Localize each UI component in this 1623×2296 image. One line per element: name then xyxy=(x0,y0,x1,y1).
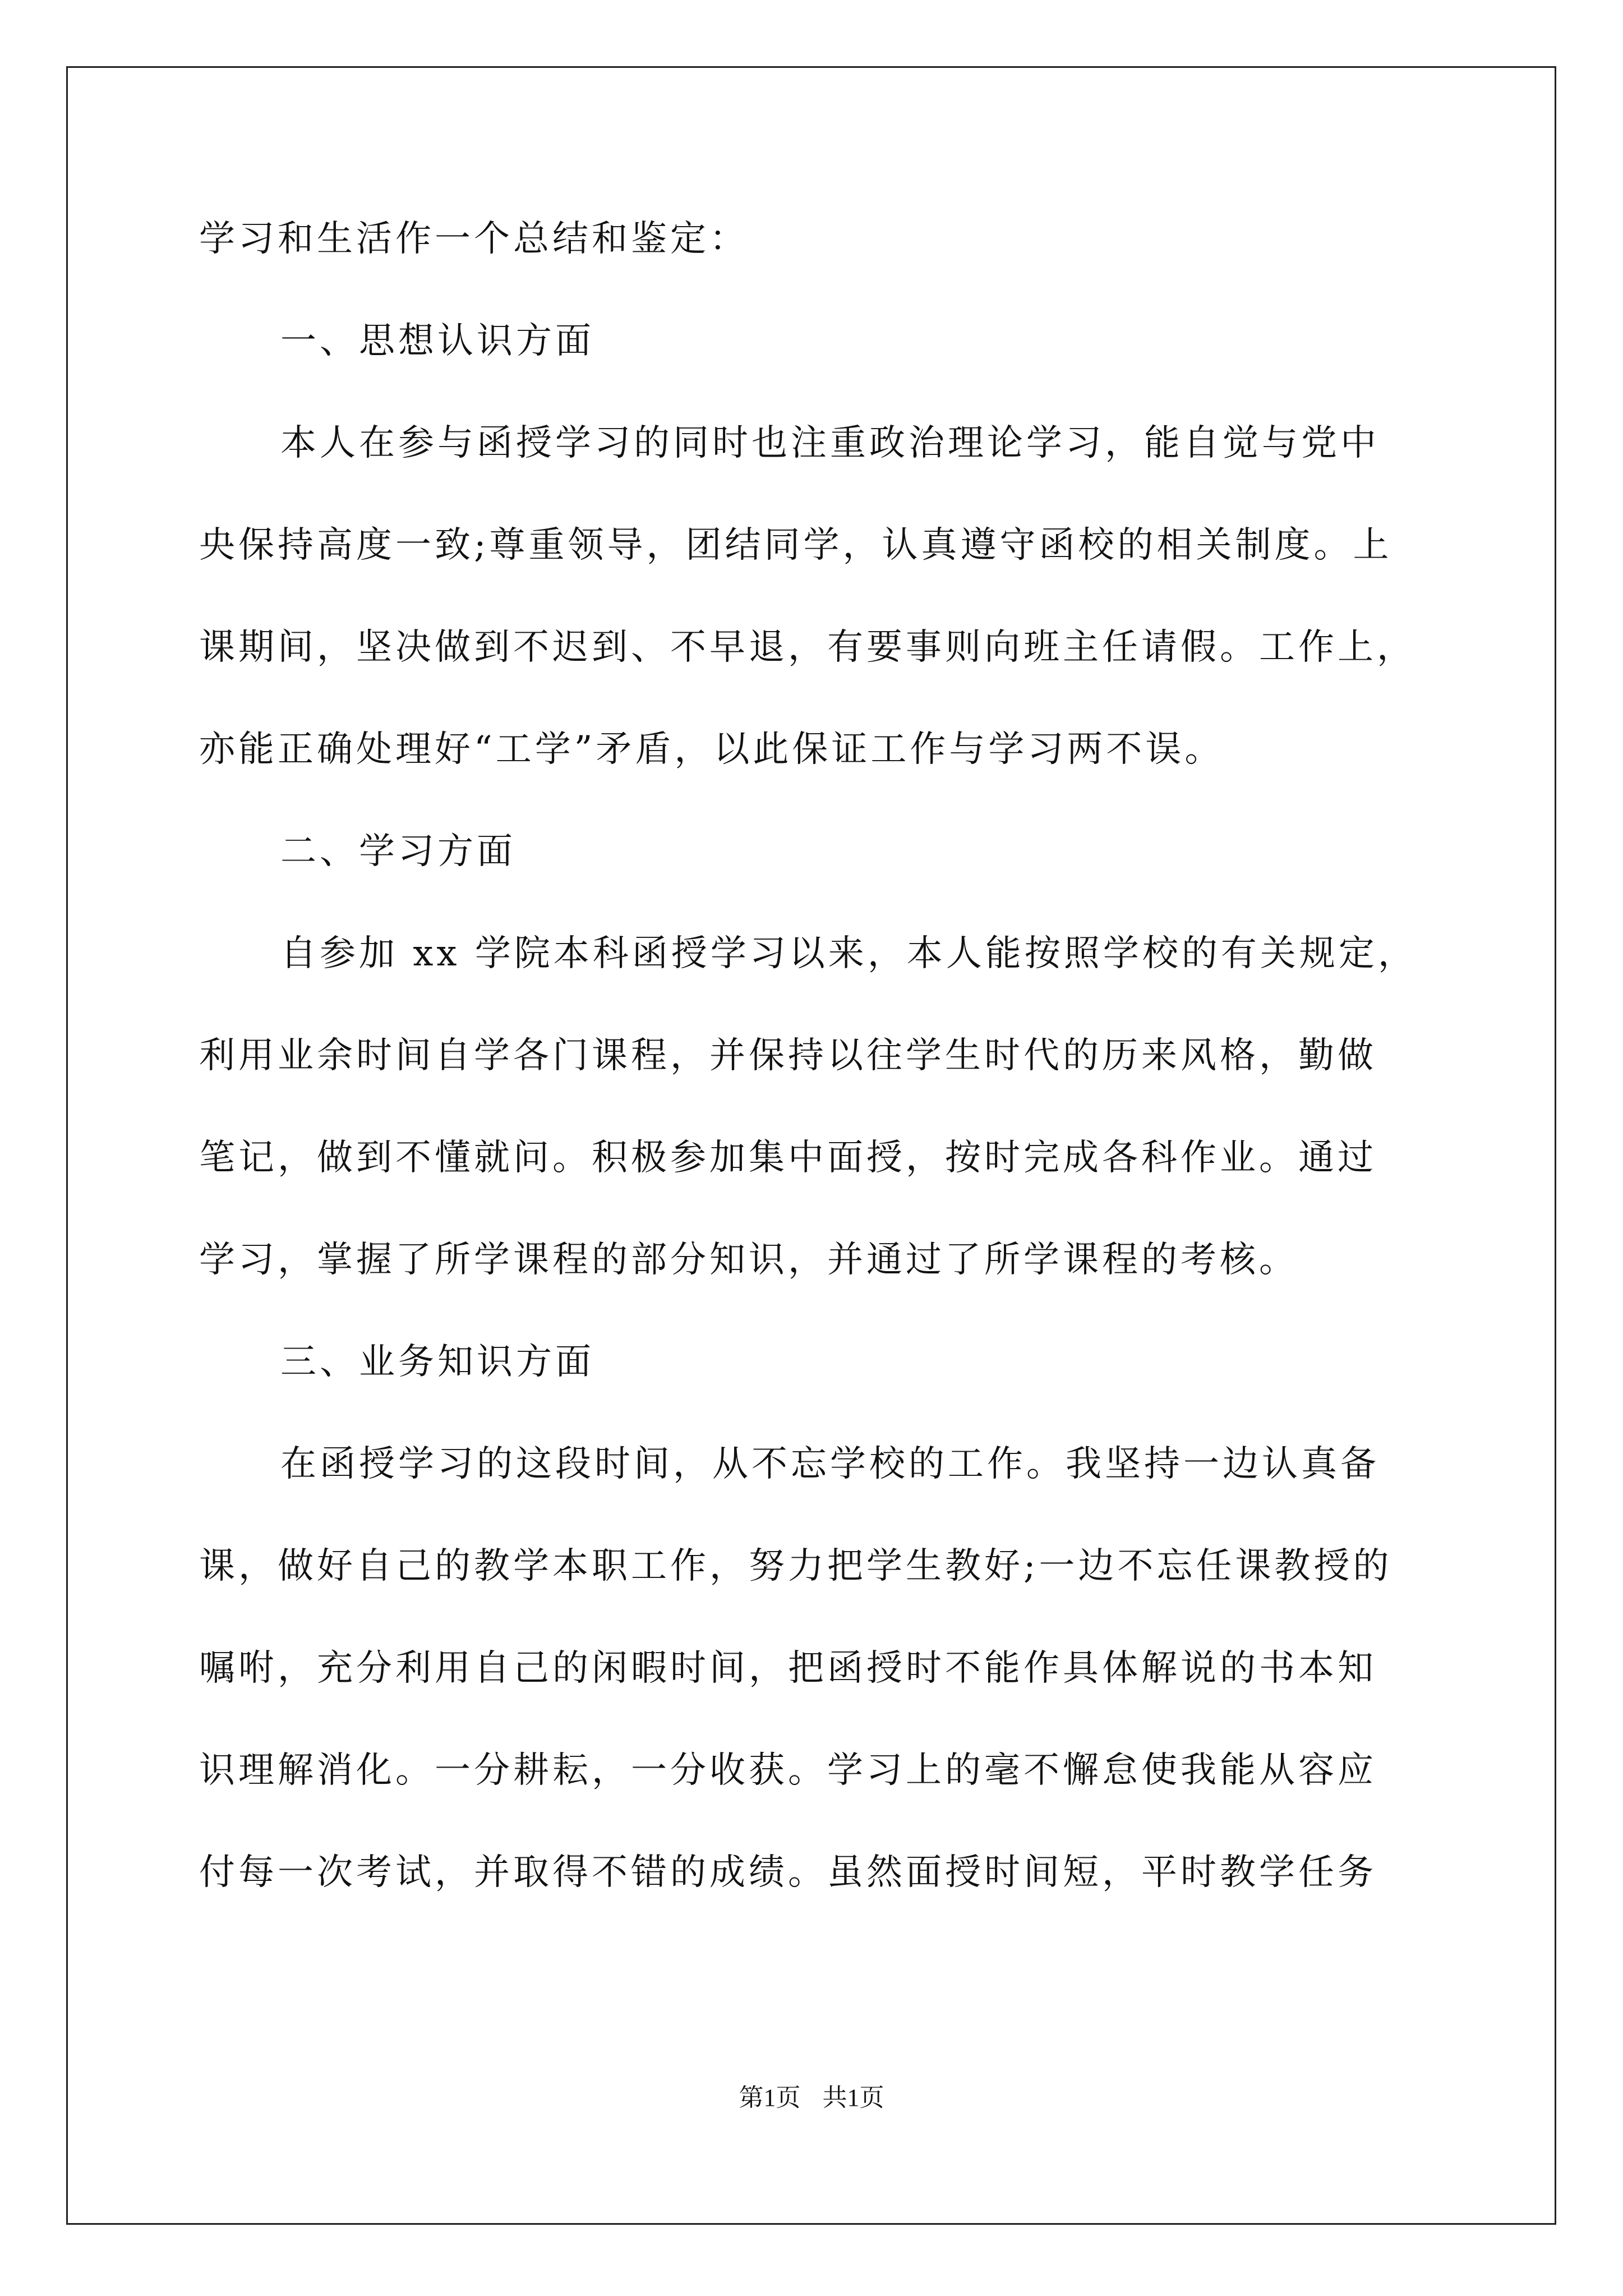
text-line: 课，做好自己的教学本职工作，努力把学生教好;一边不忘任课教授的 xyxy=(199,1545,1393,1587)
text-line: 付每一次考试，并取得不错的成绩。虽然面授时间短，平时教学任务 xyxy=(199,1852,1377,1893)
text-line: 识理解消化。一分耕耘，一分收获。学习上的毫不懈怠使我能从容应 xyxy=(199,1750,1377,1791)
text-line: 学习，掌握了所学课程的部分知识，并通过了所学课程的考核。 xyxy=(199,1239,1298,1281)
text-line: 笔记，做到不懂就问。积极参加集中面授，按时完成各科作业。通过 xyxy=(199,1137,1377,1179)
text-line: 课期间，坚决做到不迟到、不早退，有要事则向班主任请假。工作上， xyxy=(199,627,1416,668)
text-line: 本人在参与函授学习的同时也注重政治理论学习，能自觉与党中 xyxy=(280,422,1380,464)
text-line: 亦能正确处理好“工学”矛盾，以此保证工作与学习两不误。 xyxy=(199,729,1224,770)
page-number: 第1页 xyxy=(739,2084,801,2111)
text-line: 在函授学习的这段时间，从不忘学校的工作。我坚持一边认真备 xyxy=(280,1443,1380,1485)
text-line: 学习和生活作一个总结和鉴定： xyxy=(199,218,749,260)
text-line: 央保持高度一致;尊重领导，团结同学，认真遵守函校的相关制度。上 xyxy=(199,524,1393,566)
section-heading: 三、业务知识方面 xyxy=(280,1341,594,1383)
section-heading: 一、思想认识方面 xyxy=(280,320,594,362)
page-count: 共1页 xyxy=(822,2084,884,2111)
document-body xyxy=(199,213,1433,1949)
section-heading: 二、学习方面 xyxy=(280,831,516,872)
text-line: 自参加 xx 学院本科函授学习以来，本人能按照学校的有关规定， xyxy=(280,933,1417,974)
text-line: 利用业余时间自学各门课程，并保持以往学生时代的历来风格，勤做 xyxy=(199,1035,1377,1076)
page-footer xyxy=(0,2081,1623,2115)
text-line: 嘱咐，充分利用自己的闲暇时间，把函授时不能作具体解说的书本知 xyxy=(199,1648,1377,1689)
